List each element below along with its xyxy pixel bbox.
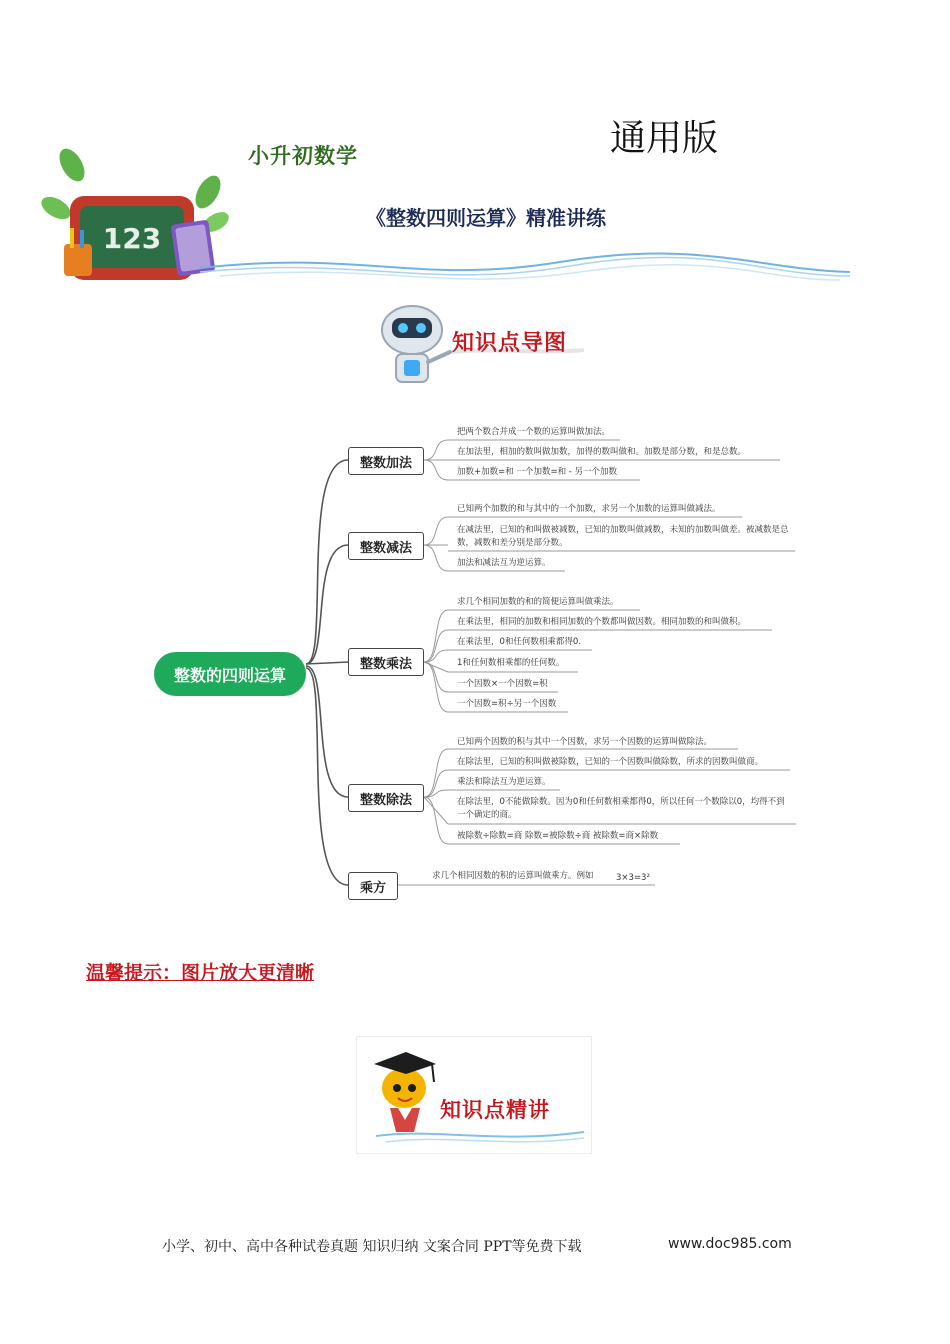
leaf-power-1: 求几个相同因数的积的运算叫做乘方。例如 (432, 871, 594, 881)
leaf-subtraction-3: 加法和减法互为逆运算。 (457, 558, 551, 568)
zoom-tip: 温馨提示：图片放大更清晰 (86, 962, 315, 984)
footer-text: 小学、初中、高中各种试卷真题 知识归纳 文案合同 PPT等免费下载 (162, 1239, 582, 1255)
leaf-addition-1: 把两个数合并成一个数的运算叫做加法。 (457, 427, 611, 437)
leaf-division-4: 在除法里，0不能做除数。因为0和任何数相乘都得0，所以任何一个数除以0，均得不到一个确定的商。 (457, 797, 785, 820)
branch-multiplication: 整数乘法 (348, 648, 424, 676)
mindmap-root: 整数的四则运算 (154, 652, 306, 696)
leaf-addition-2: 在加法里，相加的数叫做加数，加得的数叫做和。加数是部分数，和是总数。 (457, 447, 747, 457)
section-explanation-label: 知识点精讲 (440, 1098, 550, 1122)
leaf-subtraction-2: 在减法里，已知的和叫做被减数，已知的加数叫做减数，未知的加数叫做差。被减数是总数，减数和差分别是部分数。 (457, 525, 789, 548)
section-mindmap-label: 知识点导图 (452, 331, 568, 356)
leaf-power-example: 3×3=3² (616, 873, 650, 883)
branch-division: 整数除法 (348, 784, 424, 812)
branch-power: 乘方 (348, 872, 398, 900)
leaf-division-1: 已知两个因数的积与其中一个因数，求另一个因数的运算叫做除法。 (457, 737, 713, 747)
leaf-addition-3: 加数+加数=和 一个加数=和 - 另一个加数 (457, 467, 618, 477)
leaf-multiplication-1: 求几个相同加数的和的简便运算叫做乘法。 (457, 597, 619, 607)
leaf-multiplication-2: 在乘法里，相同的加数和相同加数的个数都叫做因数。相同加数的和叫做积。 (457, 617, 747, 627)
branch-addition: 整数加法 (348, 447, 424, 475)
svg-text:123: 123 (102, 222, 162, 255)
leaf-division-5: 被除数÷除数=商 除数=被除数÷商 被除数=商×除数 (457, 831, 659, 841)
leaf-subtraction-1: 已知两个加数的和与其中的一个加数，求另一个加数的运算叫做减法。 (457, 504, 721, 514)
leaf-multiplication-3: 在乘法里，0和任何数相乘都得0. (457, 637, 582, 647)
footer-url[interactable]: www.doc985.com (668, 1236, 792, 1252)
leaf-multiplication-5: 一个因数×一个因数=积 (457, 679, 548, 689)
leaf-multiplication-6: 一个因数=积÷另一个因数 (457, 699, 557, 709)
leaf-division-3: 乘法和除法互为逆运算。 (457, 777, 551, 787)
leaf-multiplication-4: 1和任何数相乘都的任何数。 (457, 658, 565, 668)
document-title: 《整数四则运算》精准讲练 (366, 206, 606, 230)
leaf-division-2: 在除法里，已知的积叫做被除数，已知的一个因数叫做除数，所求的因数叫做商。 (457, 757, 764, 767)
edition-label: 通用版 (610, 118, 719, 159)
branch-subtraction: 整数减法 (348, 532, 424, 560)
brand-title: 小升初数学 (248, 144, 358, 168)
